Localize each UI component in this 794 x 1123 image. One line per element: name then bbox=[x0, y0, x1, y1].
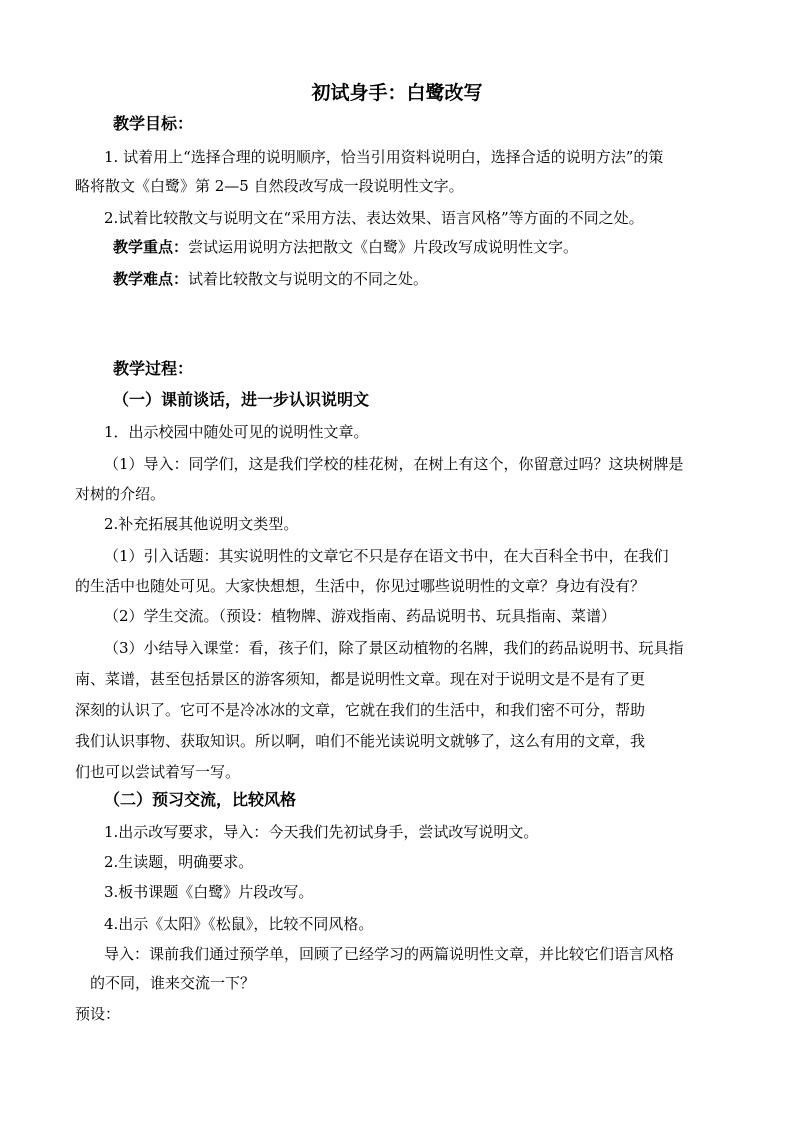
key-point-label: 教学重点： bbox=[113, 238, 189, 256]
section-1-p3: 2.补充拓展其他说明文类型。 bbox=[104, 515, 299, 533]
section-1-p1: 1．出示校园中随处可见的说明性文章。 bbox=[104, 423, 369, 441]
section-1-p5: （2）学生交流。（预设：植物牌、游戏指南、药品说明书、玩具指南、菜谱） bbox=[104, 607, 617, 625]
section-1-p2-line-2: 对树的介绍。 bbox=[75, 485, 166, 503]
section-2-p3: 3.板书课题《白鹭》片段改写。 bbox=[104, 883, 314, 901]
section-2-p6: 预设： bbox=[75, 1005, 121, 1023]
section-1-p2-line-1: （1）导入：同学们，这是我们学校的桂花树，在树上有这个，你留意过吗？这块树牌是 bbox=[104, 455, 684, 473]
objectives-heading: 教学目标： bbox=[113, 114, 194, 133]
difficulty-text: 试着比较散文与说明文的不同之处。 bbox=[188, 270, 429, 288]
section-1-p6-line-3: 深刻的认识了。它可不是冷冰冰的文章，它就在我们的生活中，和我们密不可分，帮助 bbox=[75, 701, 646, 719]
section-1-p6-line-2: 南、菜谱，甚至包括景区的游客须知，都是说明性文章。现在对于说明文是不是有了更 bbox=[75, 670, 646, 688]
section-2-heading: （二）预习交流，比较风格 bbox=[104, 790, 297, 809]
objective-2: 2.试着比较散文与说明文在“采用方法、表达效果、语言风格”等方面的不同之处。 bbox=[104, 209, 644, 227]
section-2-p4: 4.出示《太阳》《松鼠》，比较不同风格。 bbox=[104, 915, 374, 933]
difficulty-label: 教学难点： bbox=[113, 270, 189, 288]
section-2-p5-line-2: 的不同，谁来交流一下？ bbox=[90, 974, 256, 992]
process-heading: 教学过程： bbox=[113, 359, 194, 378]
section-1-p4-line-2: 的生活中也随处可见。大家快想想，生活中，你见过哪些说明性的文章？身边有没有？ bbox=[75, 577, 646, 595]
section-1-p6-line-5: 们也可以尝试着写一写。 bbox=[75, 763, 241, 781]
objective-1-line-2: 略将散文《白鹭》第 2—5 自然段改写成一段说明性文字。 bbox=[75, 177, 464, 195]
section-2-p2: 2.生读题，明确要求。 bbox=[104, 853, 254, 871]
section-2-p5-line-1: 导入：课前我们通过预学单，回顾了已经学习的两篇说明性文章，并比较它们语言风格 bbox=[104, 945, 675, 963]
difficulty bbox=[113, 269, 428, 289]
document-title: 初试身手：白鹭改写 bbox=[311, 82, 483, 104]
objective-1-line-1: 1. 试着用上“选择合理的说明顺序，恰当引用资料说明白，选择合适的说明方法”的策 bbox=[104, 148, 664, 166]
section-1-p6-line-1: （3）小结导入课堂：看，孩子们，除了景区动植物的名牌，我们的药品说明书、玩具指 bbox=[104, 639, 684, 657]
key-point-text: 尝试运用说明方法把散文《白鹭》片段改写成说明性文字。 bbox=[188, 238, 579, 256]
section-1-heading: （一）课前谈话，进一步认识说明文 bbox=[113, 390, 370, 409]
section-1-p6-line-4: 我们认识事物、获取知识。所以啊，咱们不能光读说明文就够了，这么有用的文章，我 bbox=[75, 732, 646, 750]
section-2-p1: 1.出示改写要求，导入：今天我们先初试身手，尝试改写说明文。 bbox=[104, 823, 539, 841]
key-point bbox=[113, 237, 578, 257]
section-1-p4-line-1: （1）引入话题：其实说明性的文章它不只是存在语文书中，在大百科全书中，在我们 bbox=[104, 547, 669, 565]
